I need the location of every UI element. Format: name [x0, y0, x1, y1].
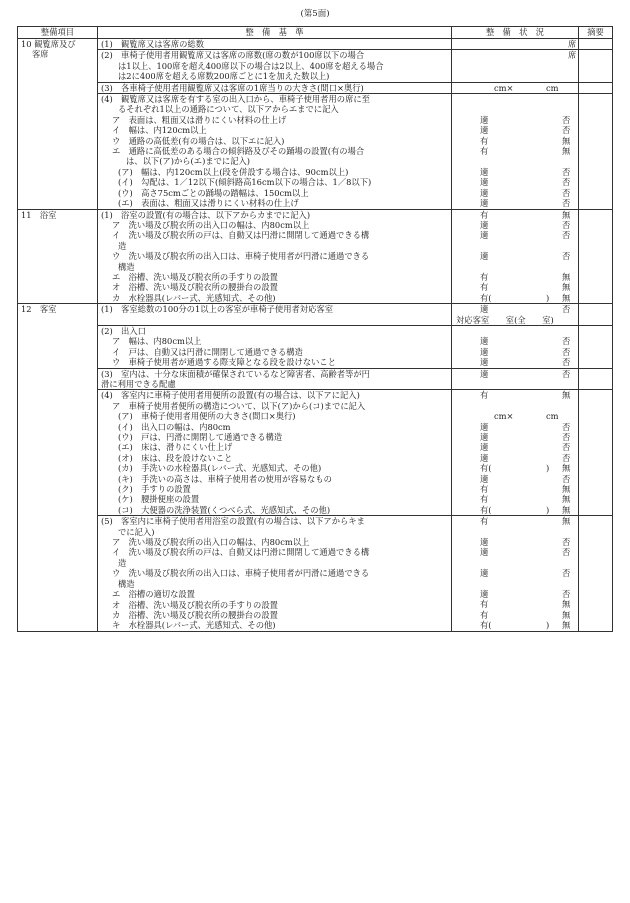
status-text: 適 [480, 368, 489, 379]
status-text: 適 [480, 547, 489, 558]
remarks-cell [579, 82, 613, 93]
status-text: 適 [480, 114, 489, 125]
status-text: 否 [562, 442, 571, 453]
status-cell [452, 39, 579, 50]
standard-text: エ 浴槽の適切な設置 [112, 589, 195, 600]
header-item: 整備項目 [18, 27, 98, 39]
standard-text: カ 浴槽、洗い場及び脱衣所の腰掛台の設置 [112, 609, 278, 620]
table-row [18, 390, 613, 516]
status-text: 否 [562, 452, 571, 463]
status-text: 無 [562, 282, 571, 293]
standard-text: でに記入) [118, 526, 155, 537]
standard-cell [98, 516, 452, 631]
status-text: 否 [562, 125, 571, 136]
status-text: 有 [480, 494, 489, 505]
standard-text: ア 車椅子使用者便所の構造について、以下(ア)から(コ)までに記入 [112, 400, 366, 411]
remarks-cell [579, 50, 613, 82]
status-text: 否 [562, 568, 571, 579]
table-row [18, 325, 613, 368]
table-row [18, 304, 613, 326]
status-text: 適 [480, 251, 489, 262]
standard-text: (ウ) 高さ75cmごとの踊場の踏幅は、150cm以上 [118, 187, 309, 198]
status-text: 適 [480, 346, 489, 357]
status-text: 有 [480, 282, 489, 293]
standard-cell [98, 304, 452, 326]
table-row [18, 516, 613, 631]
status-text: 否 [562, 251, 571, 262]
status-cell [452, 82, 579, 93]
status-text: 適 [480, 230, 489, 241]
status-text: 適 [480, 442, 489, 453]
item-label: 10 観覧席及び [21, 39, 76, 49]
status-text: 否 [562, 177, 571, 188]
status-text: 無 [562, 135, 571, 146]
status-text: 否 [562, 589, 571, 599]
standard-text: (2) 車椅子使用者用観覧席又は客席の席数(席の数が100席以下の場合 [101, 50, 365, 61]
status-cell [452, 516, 579, 631]
status-text: 無 [562, 504, 571, 515]
table-row [18, 82, 613, 93]
table-header-row [18, 27, 613, 39]
standard-text: (イ) 勾配は、1／12以下(傾斜路高16cm以下の場合は、1／8以下) [118, 177, 372, 188]
status-cell [452, 209, 579, 304]
status-text: 無 [562, 292, 571, 303]
status-text: ) [546, 463, 550, 474]
standard-text: イ 洗い場及び脱衣所の戸は、自動又は円滑に開閉して通過できる構 [112, 547, 370, 558]
standard-cell [98, 368, 452, 390]
standard-text: (3) 室内は、十分な床面積が確保されているなど障害者、高齢者等が円 [101, 368, 370, 379]
status-text: 無 [562, 145, 571, 156]
status-text: 有 [480, 516, 489, 527]
status-text: 適 [480, 357, 489, 368]
status-text: 否 [562, 431, 571, 442]
item-label: 12 客室 [21, 304, 57, 315]
status-text: cm× [494, 411, 514, 422]
standard-text: 滑に利用できる配慮 [101, 378, 176, 389]
standard-cell [98, 390, 452, 516]
standard-text: (ア) 車椅子使用者用便所の大きさ(間口×奥行) [118, 411, 296, 422]
equipment-standards-table [17, 26, 613, 632]
status-text: 否 [562, 421, 571, 432]
standard-text: は、以下(ア)から(エ)までに記入) [126, 156, 251, 167]
status-text: 無 [562, 599, 571, 610]
status-text: 席 [568, 39, 577, 49]
standard-text: 構造 [118, 261, 135, 272]
standard-text: (ケ) 腰掛便座の設置 [118, 494, 200, 505]
status-text: 否 [562, 219, 571, 230]
standard-text: ウ 洗い場及び脱衣所の出入口は、車椅子使用者が円滑に通過できる [112, 568, 370, 579]
standard-text: (エ) 表面は、粗面又は滑りにくい材料の仕上げ [118, 198, 299, 209]
status-text: 対応客室 室(全 室) [456, 314, 554, 325]
status-text: 適 [480, 537, 489, 548]
page-number: (第5面) [300, 9, 330, 19]
status-text: 有 [480, 599, 489, 610]
remarks-cell [579, 39, 613, 50]
standard-text: は1以上、100席を超え400席以下の場合は2以上、400席を超える場合 [118, 60, 384, 71]
standard-text: キ 水栓器具(レバー式、光感知式、その他) [112, 620, 276, 631]
standard-text: (3) 各車椅子使用者用観覧席又は客席の1席当りの大きさ(間口×奥行) [101, 82, 364, 93]
standard-text: (ウ) 戸は、円滑に開閉して通過できる構造 [118, 432, 283, 443]
status-text: 有 [480, 390, 489, 401]
standard-text: オ 浴槽、洗い場及び脱衣所の手すりの設置 [112, 599, 278, 610]
item-label: 11 浴室 [21, 209, 57, 220]
status-text: ) [546, 292, 550, 303]
header-remarks: 摘要 [579, 27, 613, 39]
table-row [18, 94, 613, 209]
standard-text: (1) 浴室の設置(有の場合は、以下アからカまでに記入) [101, 209, 311, 220]
table-row [18, 39, 613, 50]
standard-cell [98, 82, 452, 93]
standard-text: エ 通路に高低差のある場合の傾斜路及びその踊場の設置(有の場合 [112, 146, 365, 157]
table-row [18, 50, 613, 82]
status-text: 否 [562, 368, 571, 379]
status-text: 否 [562, 547, 571, 558]
standard-text: カ 水栓器具(レバー式、光感知式、その他) [112, 292, 276, 303]
status-text: 適 [480, 473, 489, 484]
status-text: 適 [480, 166, 489, 177]
status-text: 有( [480, 504, 492, 515]
status-text: 否 [562, 304, 571, 315]
status-text: cm [546, 411, 559, 422]
status-text: 有 [480, 145, 489, 156]
status-text: 無 [562, 494, 571, 505]
status-text: ) [546, 504, 550, 515]
status-text: 有 [480, 135, 489, 146]
remarks-cell [579, 368, 613, 390]
standard-text: 造 [118, 557, 127, 568]
remarks-cell [579, 304, 613, 326]
item-label: 客席 [32, 49, 49, 60]
status-text: 有( [480, 292, 492, 303]
standard-text: (オ) 床は、段を設けないこと [118, 452, 233, 463]
standard-text: (カ) 手洗いの水栓器具(レバー式、光感知式、その他) [118, 463, 322, 474]
standard-text: ア 表面は、粗面又は滑りにくい材料の仕上げ [112, 114, 287, 125]
status-text: 適 [480, 187, 489, 198]
status-text: 適 [480, 421, 489, 432]
standard-text: (1) 客室総数の100分の1以上の客室が車椅子使用者対応客室 [101, 304, 333, 315]
status-text: 適 [480, 219, 489, 230]
status-text: 否 [562, 473, 571, 484]
status-text: 無 [562, 209, 571, 220]
standard-cell [98, 325, 452, 368]
status-text: 適 [480, 125, 489, 136]
standard-text: (キ) 手洗いの高さは、車椅子使用者の使用が容易なもの [118, 473, 332, 484]
status-text: 否 [562, 187, 571, 198]
item-cell-10 [18, 39, 98, 210]
standard-text: (5) 客室内に車椅子使用者用浴室の設置(有の場合は、以下アからキま [101, 516, 365, 527]
standard-text: るそれぞれ1以上の通路について、以下アからエまでに記入 [118, 104, 339, 115]
status-text: 否 [562, 336, 571, 347]
status-text: 無 [562, 609, 571, 620]
remarks-cell [579, 516, 613, 631]
status-text: 有 [480, 209, 489, 220]
standard-text: (エ) 床は、滑りにくい仕上げ [118, 442, 233, 453]
standard-text: (コ) 大便器の洗浄装置(くつべら式、光感知式、その他) [118, 504, 331, 515]
status-text: 無 [562, 483, 571, 494]
status-cell [452, 368, 579, 390]
standard-text: ア 洗い場及び脱衣所の出入口の幅は、内80cm以上 [112, 219, 310, 230]
status-text: 有( [480, 463, 492, 474]
item-cell-11 [18, 209, 98, 304]
status-text: 適 [480, 589, 489, 599]
standard-text: ア 洗い場及び脱衣所の出入口の幅は、内80cm以上 [112, 537, 310, 548]
header-status: 整 備 状 況 [452, 27, 579, 39]
status-text: 無 [562, 463, 571, 474]
status-text: 有 [480, 609, 489, 620]
status-text: cm× [494, 82, 514, 93]
status-text: 有 [480, 483, 489, 494]
item-cell-12 [18, 304, 98, 632]
status-text: 席 [568, 50, 577, 61]
status-text: 適 [480, 304, 489, 315]
standard-text: ウ 洗い場及び脱衣所の出入口は、車椅子使用者が円滑に通過できる [112, 251, 370, 262]
status-cell [452, 390, 579, 516]
standard-text: 造 [118, 240, 127, 251]
status-text: 無 [562, 620, 571, 631]
status-text: 有( [480, 620, 492, 631]
remarks-cell [579, 325, 613, 368]
status-cell [452, 50, 579, 82]
status-text: 適 [480, 568, 489, 579]
status-cell [452, 94, 579, 209]
header-standard: 整 備 基 準 [98, 27, 452, 39]
standard-text: (2) 出入口 [101, 325, 146, 336]
standard-text: は2に400席を超える席数200席ごとに1を加えた数以上) [118, 71, 330, 82]
standard-text: (イ) 出入口の幅は、内80cm [118, 421, 231, 432]
standard-text: (1) 観覧席又は客席の総数 [101, 39, 205, 49]
status-text: ) [546, 620, 550, 631]
standard-text: イ 戸は、自動又は円滑に開閉して通過できる構造 [112, 346, 303, 357]
table-row [18, 209, 613, 304]
status-text: 否 [562, 166, 571, 177]
standard-text: (4) 観覧席又は客席を有する室の出入口から、車椅子使用者用の席に至 [101, 94, 370, 105]
status-text: 否 [562, 357, 571, 368]
standard-text: イ 幅は、内120cm以上 [112, 125, 207, 136]
status-text: 否 [562, 230, 571, 241]
standard-text: ウ 通路の高低差(有の場合は、以下エに記入) [112, 135, 285, 146]
standard-text: (4) 客室内に車椅子使用者用便所の設置(有の場合は、以下アに記入) [101, 390, 360, 401]
status-text: 無 [562, 516, 571, 527]
status-text: 無 [562, 390, 571, 401]
status-text: 否 [562, 197, 571, 208]
standard-text: イ 洗い場及び脱衣所の戸は、自動又は円滑に開閉して通過できる構 [112, 230, 370, 241]
standard-cell [98, 39, 452, 50]
status-text: 適 [480, 452, 489, 463]
status-text: cm [546, 82, 559, 93]
standard-text: エ 浴槽、洗い場及び脱衣所の手すりの設置 [112, 271, 278, 282]
standard-cell [98, 50, 452, 82]
status-text: 否 [562, 114, 571, 125]
standard-cell [98, 94, 452, 209]
remarks-cell [579, 209, 613, 304]
standard-text: ウ 車椅子使用者が通過する際支障となる段を設けないこと [112, 357, 337, 368]
status-text: 無 [562, 271, 571, 282]
status-text: 否 [562, 537, 571, 548]
status-text: 適 [480, 431, 489, 442]
status-text: 否 [562, 346, 571, 357]
status-text: 適 [480, 336, 489, 347]
standard-text: 構造 [118, 578, 135, 589]
status-text: 有 [480, 271, 489, 282]
status-cell [452, 304, 579, 326]
standard-text: (ク) 手すりの設置 [118, 484, 191, 495]
standard-text: (ア) 幅は、内120cm以上(段を併設する場合は、90cm以上) [118, 166, 349, 177]
status-text: 適 [480, 197, 489, 208]
standard-text: オ 浴槽、洗い場及び脱衣所の腰掛台の設置 [112, 282, 278, 293]
standard-text: ア 幅は、内80cm以上 [112, 336, 202, 347]
standard-cell [98, 209, 452, 304]
status-cell [452, 325, 579, 368]
remarks-cell [579, 390, 613, 516]
remarks-cell [579, 94, 613, 209]
table-row [18, 368, 613, 390]
status-text: 適 [480, 177, 489, 188]
